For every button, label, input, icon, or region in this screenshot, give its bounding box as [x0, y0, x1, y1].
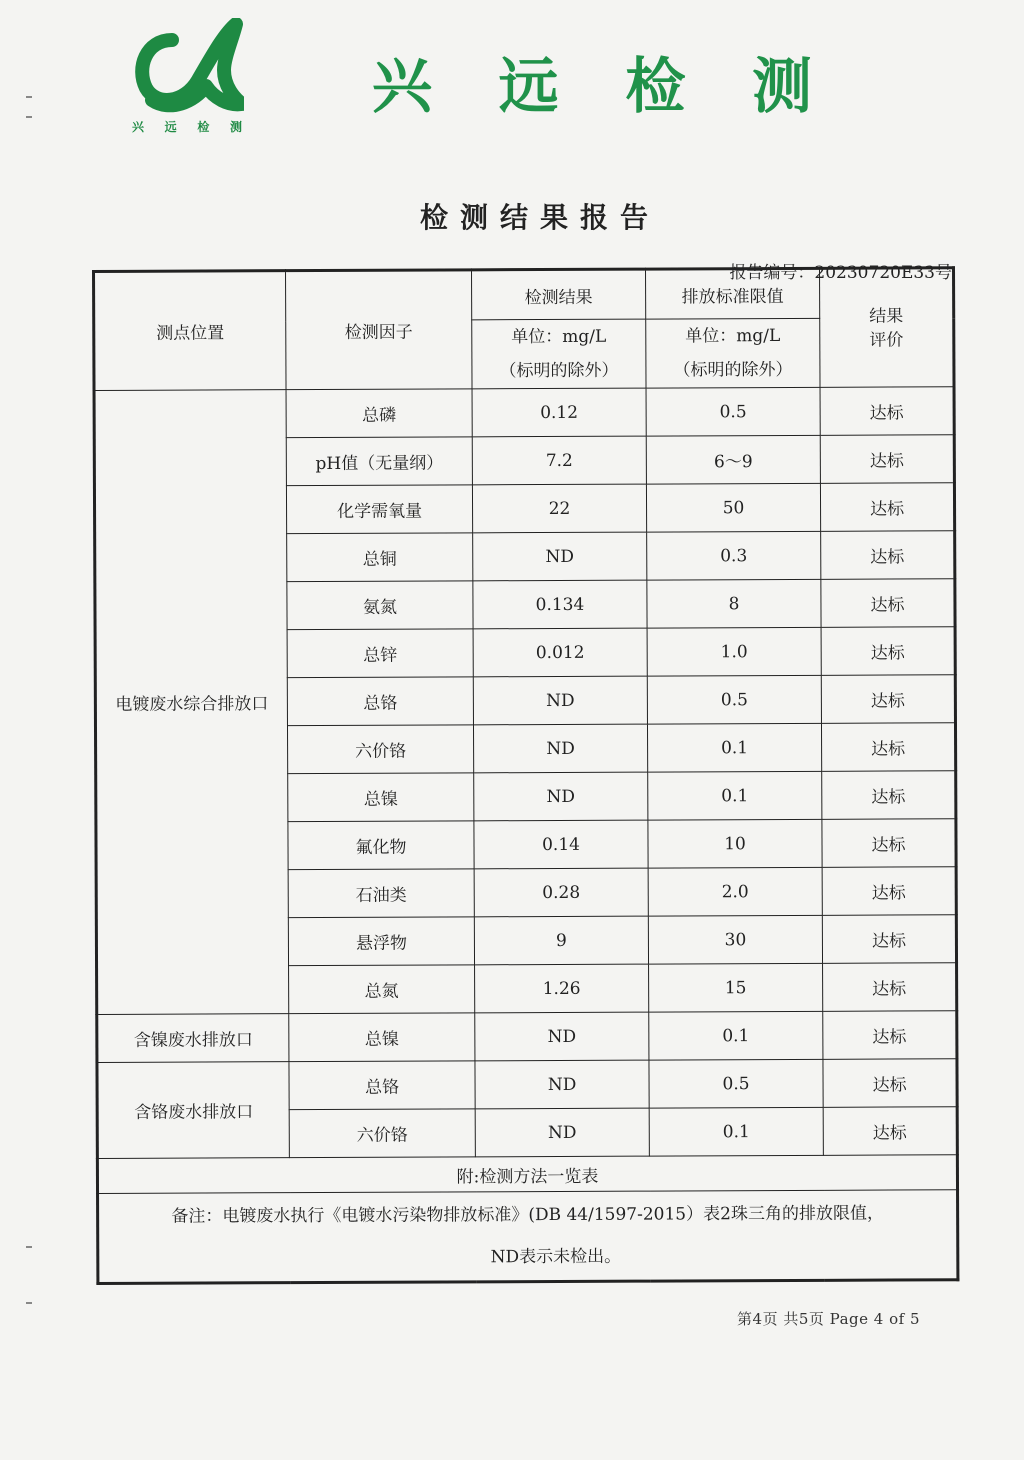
result-cell: 0.14 — [474, 820, 648, 869]
page-footer: 第4页 共5页 Page 4 of 5 — [737, 1310, 920, 1328]
limit-cell: 8 — [647, 579, 821, 628]
appendix-row — [97, 1155, 957, 1194]
scan-speck — [26, 116, 32, 118]
eval-cell: 达标 — [820, 483, 954, 532]
eval-cell: 达标 — [823, 1107, 957, 1156]
eval-cell: 达标 — [821, 675, 955, 724]
limit-cell: 1.0 — [647, 627, 821, 676]
eval-cell: 达标 — [822, 771, 956, 820]
remark-row — [98, 1190, 958, 1284]
eval-cell: 达标 — [822, 867, 956, 916]
factor-cell: 总锌 — [287, 629, 473, 678]
limit-cell: 0.5 — [646, 387, 820, 436]
eval-cell: 达标 — [821, 531, 955, 580]
factor-cell: 总铬 — [289, 1061, 475, 1110]
result-cell: 22 — [472, 484, 646, 533]
unit-note: （标明的除外） — [499, 360, 619, 382]
scan-speck — [26, 96, 32, 98]
unit-line: 单位：mg/L — [511, 326, 607, 348]
limit-cell: 0.1 — [649, 1011, 823, 1060]
header-eval — [819, 268, 954, 388]
eval-cell: 达标 — [820, 387, 954, 436]
header-site: 测点位置 — [94, 271, 287, 391]
site-cell: 含铬废水排放口 — [97, 1062, 289, 1159]
scan-speck — [26, 1302, 32, 1304]
report-title: 检测结果报告 — [419, 201, 660, 234]
brand-char: 兴 — [372, 52, 432, 122]
fish-logo-icon — [132, 18, 244, 118]
header-factor: 检测因子 — [286, 270, 473, 390]
header-result: 检测结果 — [472, 269, 646, 320]
factor-cell: 石油类 — [288, 869, 474, 918]
limit-cell: 50 — [646, 483, 820, 532]
logo-caption-char: 远 — [164, 120, 179, 134]
result-cell: ND — [473, 532, 647, 581]
company-logo — [132, 18, 244, 138]
appendix-text: 附:检测方法一览表 — [97, 1155, 957, 1194]
header-row — [94, 268, 954, 322]
remark-line: 备注：电镀废水执行《电镀水污染物排放标准》(DB 44/1597-2015）表2珠三角的排放限值， — [171, 1203, 884, 1227]
logo-caption-char: 测 — [229, 120, 244, 134]
eval-cell: 达标 — [822, 915, 956, 964]
factor-cell: 六价铬 — [287, 725, 473, 774]
result-cell: 0.012 — [473, 628, 647, 677]
result-cell: 7.2 — [472, 436, 646, 485]
result-cell: 0.134 — [473, 580, 647, 629]
factor-cell: 六价铬 — [289, 1109, 475, 1158]
limit-cell: 2.0 — [648, 867, 822, 916]
result-cell: ND — [474, 772, 648, 821]
eval-cell: 达标 — [823, 963, 957, 1012]
result-cell: 1.26 — [475, 964, 649, 1013]
limit-cell: 6～9 — [646, 435, 820, 484]
factor-cell: 氟化物 — [288, 821, 474, 870]
site-cell: 电镀废水综合排放口 — [94, 390, 289, 1015]
limit-unit — [646, 318, 820, 388]
table-row — [97, 1011, 957, 1063]
eval-cell: 达标 — [822, 819, 956, 868]
logo-caption — [132, 118, 244, 135]
remark-cell — [98, 1190, 958, 1284]
unit-line: 单位：mg/L — [685, 325, 781, 347]
result-cell: ND — [475, 1012, 649, 1061]
result-cell: ND — [475, 1108, 649, 1157]
result-cell: ND — [473, 724, 647, 773]
result-cell: 0.28 — [474, 868, 648, 917]
eval-cell: 达标 — [823, 1059, 957, 1108]
factor-cell: 总氮 — [289, 965, 475, 1014]
result-unit — [472, 319, 646, 389]
limit-cell: 30 — [648, 915, 822, 964]
header-limit: 排放标准限值 — [646, 268, 820, 319]
table-row — [97, 1059, 957, 1111]
site-cell: 含镍废水排放口 — [97, 1014, 289, 1063]
logo-caption-char: 兴 — [132, 120, 147, 134]
logo-caption-char: 检 — [197, 120, 212, 134]
eval-cell: 达标 — [821, 627, 955, 676]
limit-cell: 0.3 — [647, 531, 821, 580]
result-cell: ND — [475, 1060, 649, 1109]
report-number: 报告编号：20230720E33号 — [729, 263, 952, 283]
factor-cell: 悬浮物 — [288, 917, 474, 966]
factor-cell: 总磷 — [286, 389, 472, 438]
brand-char: 远 — [498, 52, 559, 122]
limit-cell: 0.1 — [647, 723, 821, 772]
result-cell: ND — [473, 676, 647, 725]
limit-cell: 0.1 — [648, 771, 822, 820]
limit-cell: 15 — [649, 963, 823, 1012]
factor-cell: 总镍 — [289, 1013, 475, 1062]
table-row — [94, 387, 954, 439]
factor-cell: 总铬 — [287, 677, 473, 726]
factor-cell: pH值（无量纲） — [286, 437, 472, 486]
result-cell: 0.12 — [472, 388, 646, 437]
eval-cell: 达标 — [821, 723, 955, 772]
result-cell: 9 — [474, 916, 648, 965]
limit-cell: 0.5 — [647, 675, 821, 724]
remark-line: ND表示未检出。 — [490, 1246, 622, 1268]
eval-cell: 达标 — [820, 435, 954, 484]
factor-cell: 总镍 — [288, 773, 474, 822]
brand-char: 测 — [751, 52, 812, 122]
results-sheet — [92, 266, 956, 1285]
limit-cell: 0.5 — [649, 1059, 823, 1108]
scan-speck — [26, 1246, 32, 1248]
factor-cell: 化学需氧量 — [286, 485, 472, 534]
factor-cell: 总铜 — [287, 533, 473, 582]
eval-cell: 达标 — [823, 1011, 957, 1060]
brand-char: 检 — [625, 52, 686, 122]
header-eval-text: 结果评价 — [869, 305, 904, 351]
limit-cell: 0.1 — [649, 1107, 823, 1156]
eval-cell: 达标 — [821, 579, 955, 628]
limit-cell: 10 — [648, 819, 822, 868]
unit-note: （标明的除外） — [673, 359, 793, 381]
brand-name — [372, 52, 812, 122]
results-table — [92, 266, 959, 1285]
factor-cell: 氨氮 — [287, 581, 473, 630]
